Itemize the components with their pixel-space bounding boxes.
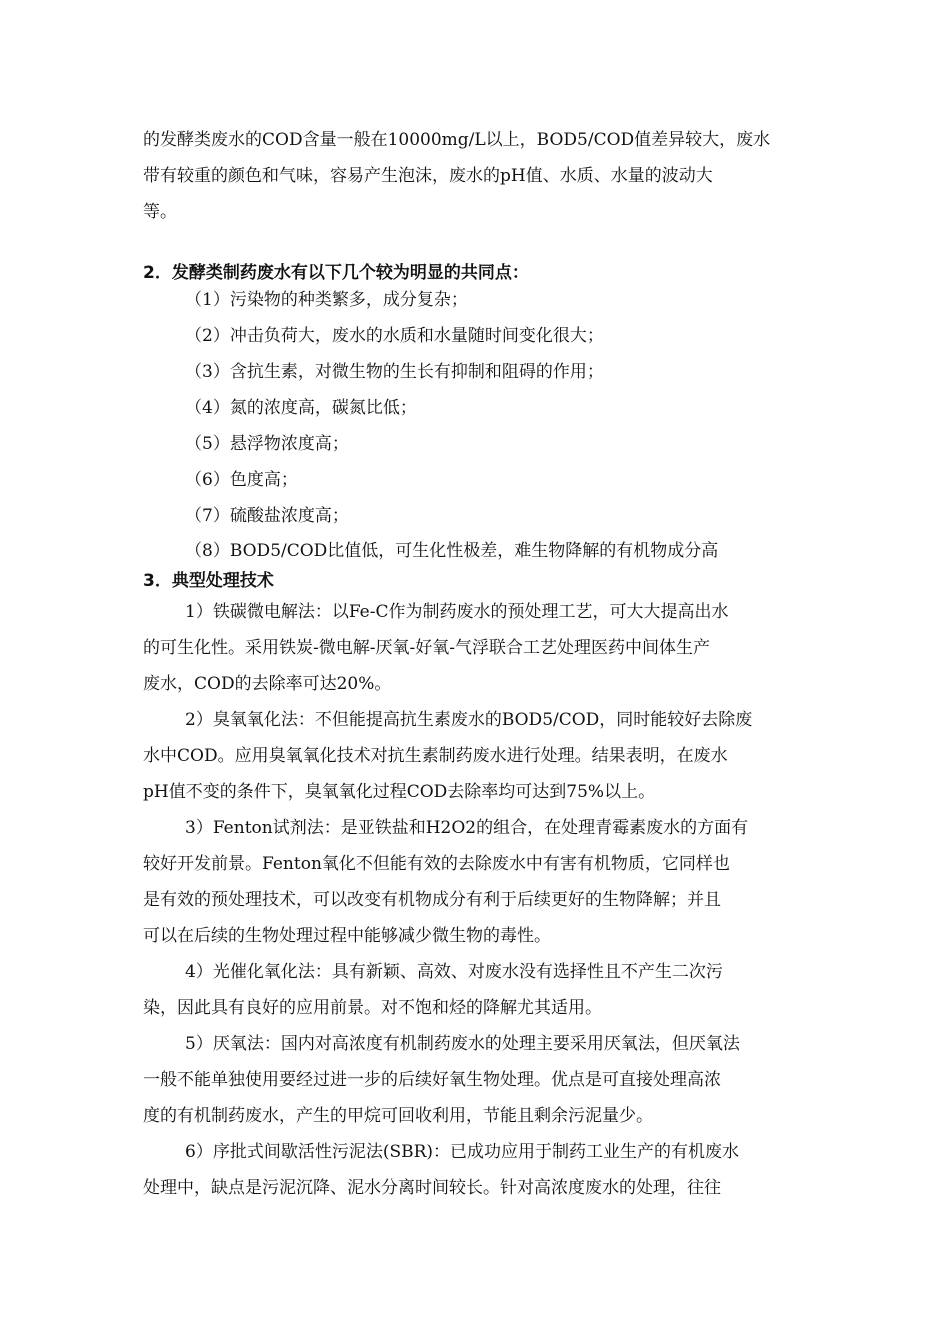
paragraph-2-line-2: 水中COD。应用臭氧氧化技术对抗生素制药废水进行处理。结果表明，在废水 — [143, 746, 728, 766]
paragraph-1-line-2: 的可生化性。采用铁炭-微电解-厌氧-好氧-气浮联合工艺处理医药中间体生产 — [143, 638, 710, 658]
paragraph-3-line-2: 较好开发前景。Fenton氧化不但能有效的去除废水中有害有机物质，它同样也 — [143, 854, 730, 874]
list-item: （3）含抗生素，对微生物的生长有抑制和阻碍的作用； — [185, 362, 604, 382]
list-item: （2）冲击负荷大，废水的水质和水量随时间变化很大； — [185, 326, 604, 346]
paragraph-3-line-3: 是有效的预处理技术，可以改变有机物成分有利于后续更好的生物降解；并且 — [143, 890, 721, 910]
paragraph-2-line-1: 2）臭氧氧化法：不但能提高抗生素废水的BOD5/COD，同时能较好去除废 — [185, 710, 753, 730]
paragraph-5-line-1: 5）厌氧法：国内对高浓度有机制药废水的处理主要采用厌氧法，但厌氧法 — [185, 1034, 740, 1054]
list-item: （6）色度高； — [185, 470, 298, 490]
list-item: （7）硫酸盐浓度高； — [185, 506, 349, 526]
section-3-heading: 3．典型处理技术 — [143, 571, 274, 591]
paragraph-4-line-1: 4）光催化氧化法：具有新颖、高效、对废水没有选择性且不产生二次污 — [185, 962, 723, 982]
paragraph-5-line-3: 度的有机制药废水，产生的甲烷可回收利用，节能且剩余污泥量少。 — [143, 1106, 653, 1126]
paragraph-6-line-2: 处理中，缺点是污泥沉降、泥水分离时间较长。针对高浓度废水的处理，往往 — [143, 1178, 721, 1198]
list-item: （4）氮的浓度高，碳氮比低； — [185, 398, 417, 418]
paragraph-4-line-2: 染，因此具有良好的应用前景。对不饱和烃的降解尤其适用。 — [143, 998, 602, 1018]
paragraph-1-line-3: 废水，COD的去除率可达20%。 — [143, 674, 392, 694]
paragraph-2-line-3: pH值不变的条件下，臭氧氧化过程COD去除率均可达到75%以上。 — [143, 782, 656, 802]
paragraph-3-line-4: 可以在后续的生物处理过程中能够减少微生物的毒性。 — [143, 926, 551, 946]
paragraph-6-line-1: 6）序批式间歇活性污泥法(SBR)：已成功应用于制药工业生产的有机废水 — [185, 1142, 740, 1162]
intro-line-2: 带有较重的颜色和气味，容易产生泡沫，废水的pH值、水质、水量的波动大 — [143, 166, 713, 186]
list-item: （1）污染物的种类繁多，成分复杂； — [185, 290, 468, 310]
paragraph-5-line-2: 一般不能单独使用要经过进一步的后续好氧生物处理。优点是可直接处理高浓 — [143, 1070, 721, 1090]
paragraph-1-line-1: 1）铁碳微电解法：以Fe-C作为制药废水的预处理工艺，可大大提高出水 — [185, 602, 729, 622]
intro-line-1: 的发酵类废水的COD含量一般在10000mg/L以上，BOD5/COD值差异较大，废水 — [143, 130, 771, 150]
intro-line-3: 等。 — [143, 202, 177, 222]
section-2-heading: 2．发酵类制药废水有以下几个较为明显的共同点： — [143, 263, 529, 283]
paragraph-3-line-1: 3）Fenton试剂法：是亚铁盐和H2O2的组合，在处理青霉素废水的方面有 — [185, 818, 749, 838]
list-item: （5）悬浮物浓度高； — [185, 434, 349, 454]
list-item: （8）BOD5/COD比值低，可生化性极差，难生物降解的有机物成分高 — [185, 541, 719, 561]
